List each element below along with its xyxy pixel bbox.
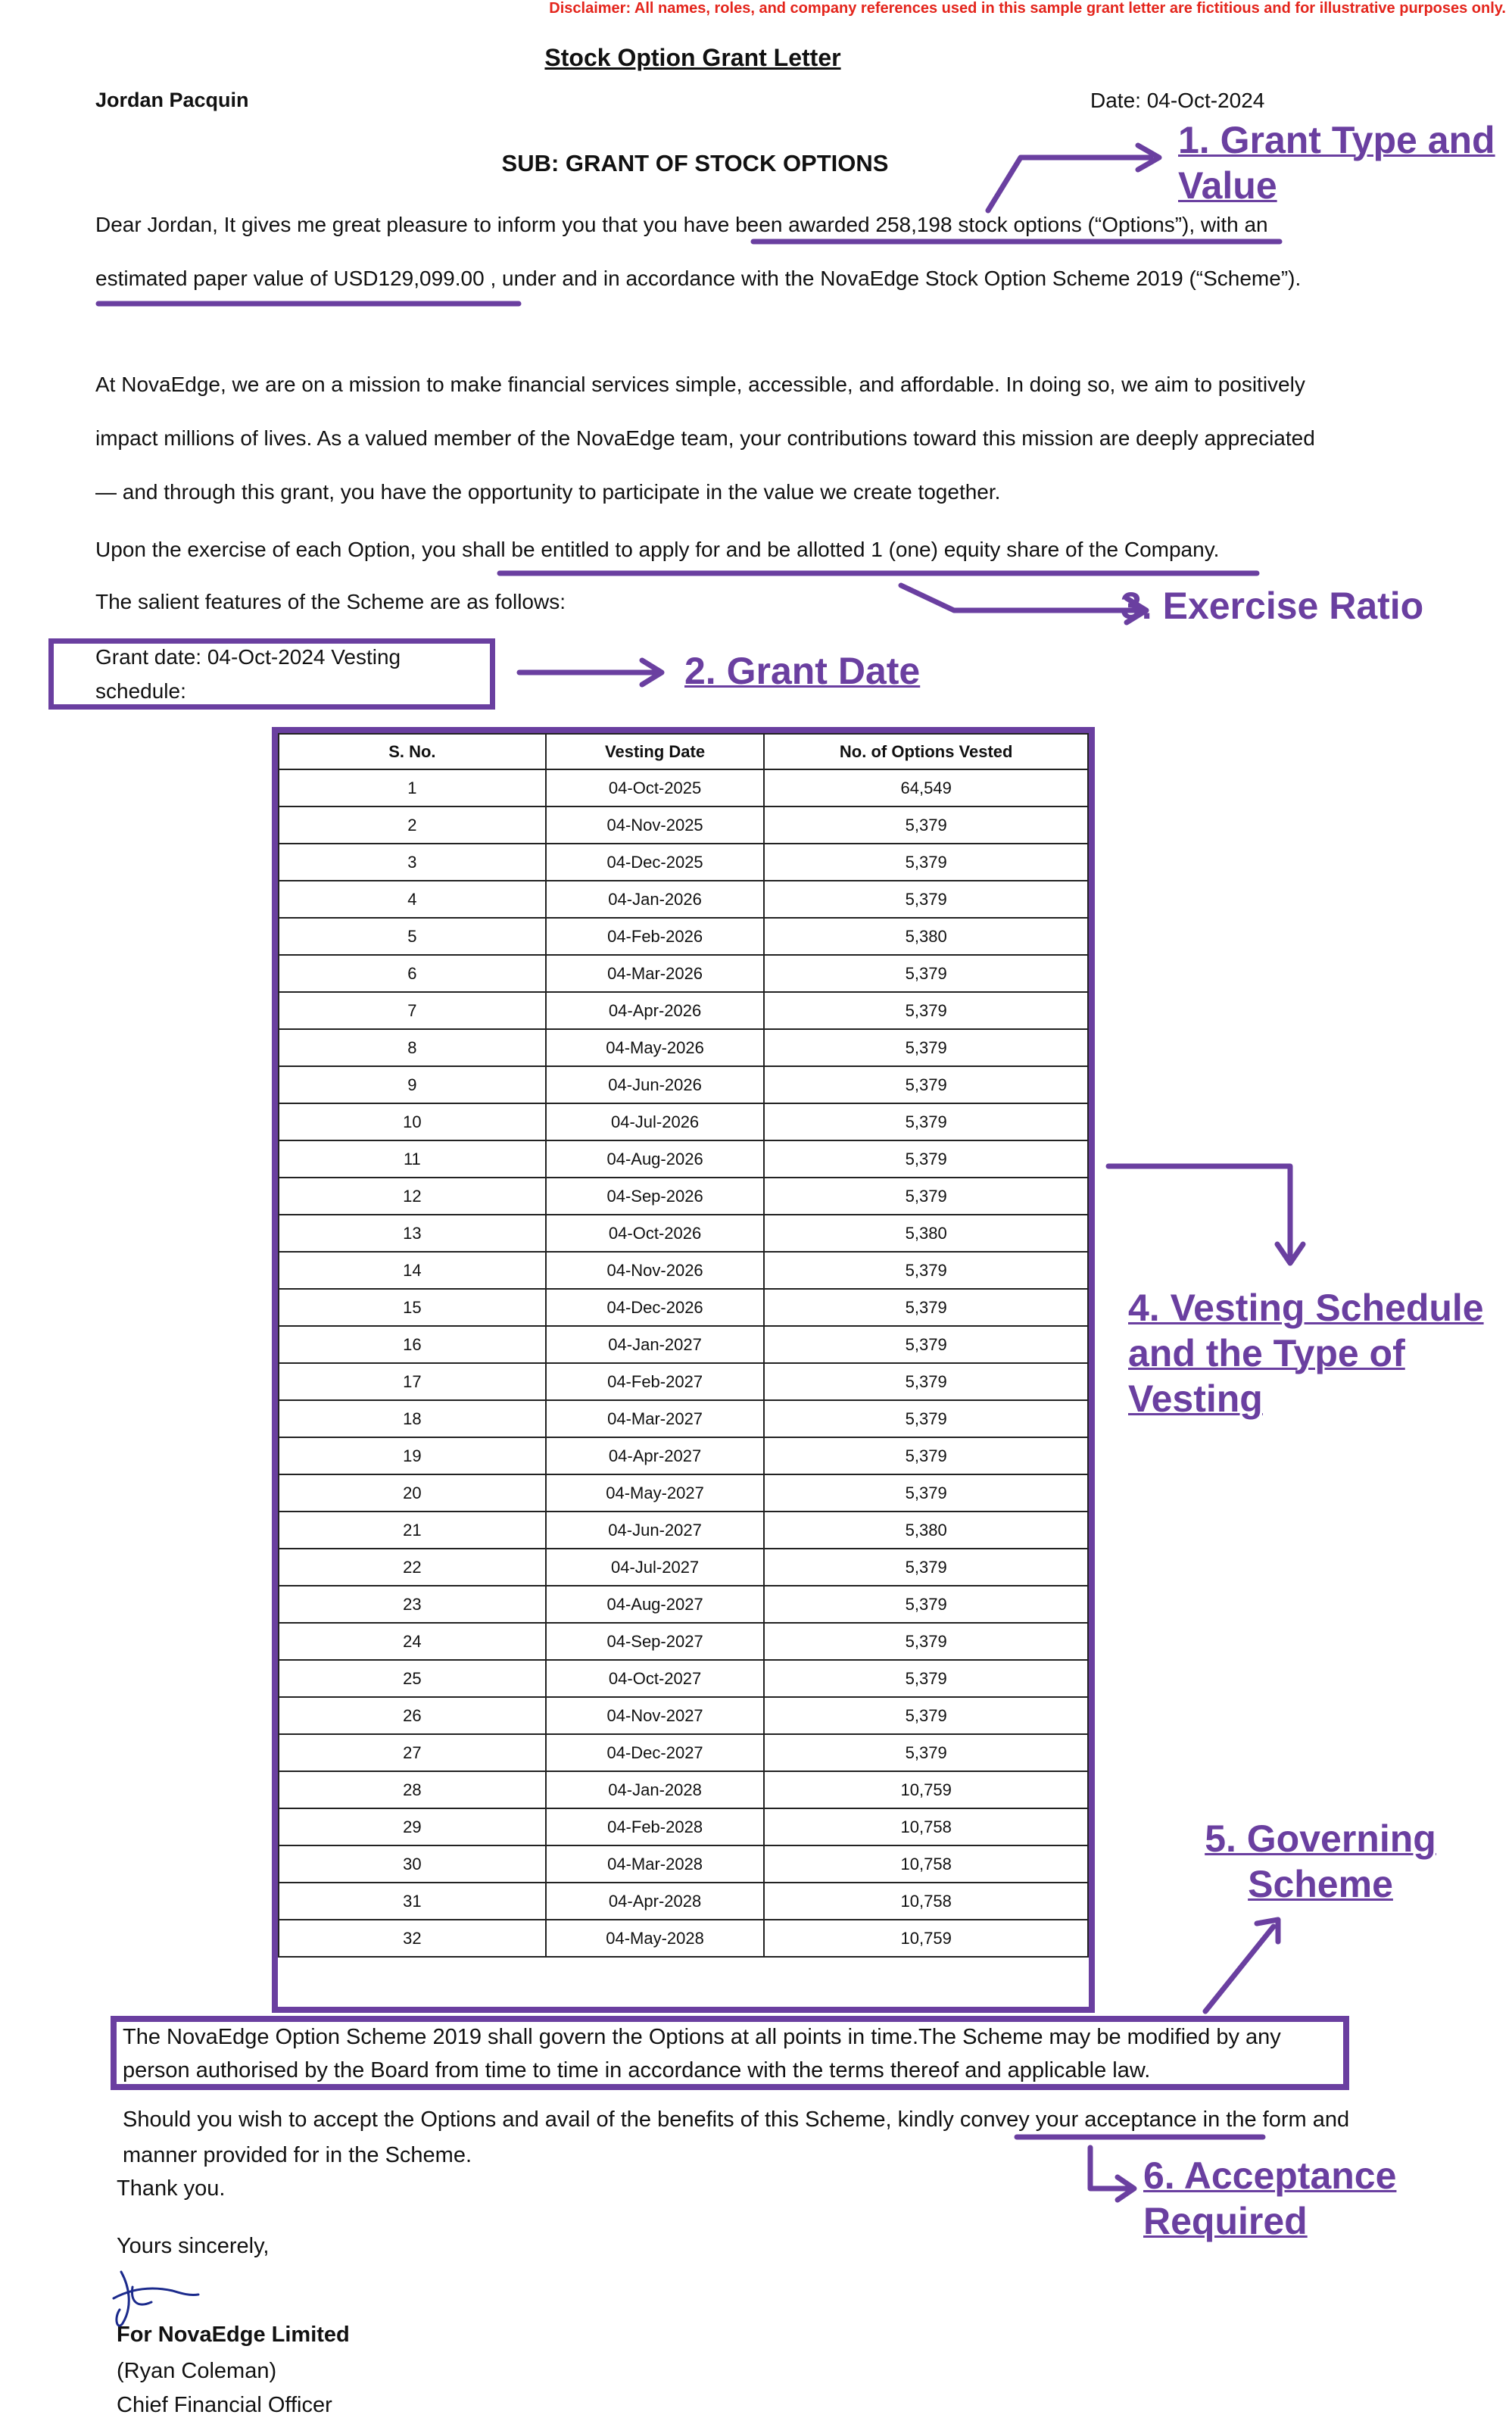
signature-scribble (114, 2272, 198, 2326)
signer-name: (Ryan Coleman) (117, 2359, 277, 2383)
cell-options-vested: 5,379 (764, 1178, 1088, 1215)
letter-subject: SUB: GRANT OF STOCK OPTIONS (501, 150, 889, 176)
cell-vesting-date: 04-May-2027 (546, 1474, 765, 1512)
cell-options-vested: 5,379 (764, 1660, 1088, 1697)
company-name: For NovaEdge Limited (117, 2323, 350, 2347)
cell-serial: 20 (279, 1474, 546, 1512)
cell-vesting-date: 04-Jan-2027 (546, 1326, 765, 1363)
cell-serial: 7 (279, 992, 546, 1029)
cell-options-vested: 5,379 (764, 1363, 1088, 1400)
cell-serial: 14 (279, 1252, 546, 1289)
annotation-grant-type: 1. Grant Type and Value (1178, 119, 1495, 207)
cell-options-vested: 5,379 (764, 1066, 1088, 1103)
cell-vesting-date: 04-Sep-2026 (546, 1178, 765, 1215)
cell-vesting-date: 04-Jun-2027 (546, 1512, 765, 1549)
letter-title: Stock Option Grant Letter (544, 44, 841, 71)
header-options-vested: No. of Options Vested (764, 734, 1088, 769)
cell-serial: 15 (279, 1289, 546, 1326)
annotation-vesting-schedule: 4. Vesting Schedule and the Type of Vesting (1128, 1287, 1484, 1420)
letter-date: Date: 04-Oct-2024 (1090, 89, 1265, 112)
cell-serial: 27 (279, 1734, 546, 1771)
exercise-paragraph: Upon the exercise of each Option, you shall be entitled to apply for and be allotted 1 (one) equity share of the Company. (95, 538, 1220, 561)
cell-serial: 11 (279, 1140, 546, 1178)
cell-serial: 25 (279, 1660, 546, 1697)
cell-options-vested: 5,379 (764, 844, 1088, 881)
cell-options-vested: 5,379 (764, 1474, 1088, 1512)
cell-serial: 9 (279, 1066, 546, 1103)
cell-vesting-date: 04-Dec-2026 (546, 1289, 765, 1326)
cell-serial: 28 (279, 1771, 546, 1808)
cell-vesting-date: 04-Jul-2027 (546, 1549, 765, 1586)
cell-options-vested: 5,379 (764, 1289, 1088, 1326)
arrow-exercise-ratio (901, 585, 1139, 610)
cell-vesting-date: 04-Oct-2026 (546, 1215, 765, 1252)
grant-date-text: Grant date: 04-Oct-2024 Vesting schedule: (95, 645, 401, 703)
cell-vesting-date: 04-Nov-2027 (546, 1697, 765, 1734)
cell-options-vested: 5,379 (764, 1029, 1088, 1066)
header-serial: S. No. (279, 734, 546, 769)
cell-serial: 23 (279, 1586, 546, 1623)
arrow-vesting (1108, 1166, 1290, 1256)
cell-serial: 32 (279, 1920, 546, 1957)
cell-vesting-date: 04-Aug-2027 (546, 1586, 765, 1623)
cell-vesting-date: 04-Oct-2025 (546, 769, 765, 806)
cell-options-vested: 10,759 (764, 1920, 1088, 1957)
cell-options-vested: 5,379 (764, 1140, 1088, 1178)
recipient-name: Jordan Pacquin (95, 89, 249, 111)
cell-options-vested: 5,379 (764, 806, 1088, 844)
annotation-acceptance: 6. Acceptance Required (1143, 2154, 1397, 2242)
cell-options-vested: 10,758 (764, 1845, 1088, 1883)
cell-vesting-date: 04-Jul-2026 (546, 1103, 765, 1140)
cell-options-vested: 5,379 (764, 1623, 1088, 1660)
cell-serial: 16 (279, 1326, 546, 1363)
cell-vesting-date: 04-Apr-2027 (546, 1437, 765, 1474)
mission-paragraph: At NovaEdge, we are on a mission to make financial services simple, accessible, and affordable. In doing so, we aim to positively impact millions of lives. As a valued member of the NovaEdge team, your contributions toward this mission are deeply appreciated — and through this grant, you have the opportunity to participate in the value we create together. (95, 373, 1315, 504)
acceptance-text: Should you wish to accept the Options and avail of the benefits of this Scheme, kindly convey your acceptance in the form and manner provided for in the Scheme. (123, 2107, 1350, 2167)
cell-serial: 30 (279, 1845, 546, 1883)
cell-vesting-date: 04-Feb-2027 (546, 1363, 765, 1400)
cell-vesting-date: 04-Aug-2026 (546, 1140, 765, 1178)
cell-vesting-date: 04-Apr-2028 (546, 1883, 765, 1920)
cell-serial: 31 (279, 1883, 546, 1920)
cell-serial: 26 (279, 1697, 546, 1734)
thanks-text: Thank you. (117, 2176, 226, 2201)
cell-serial: 12 (279, 1178, 546, 1215)
cell-options-vested: 5,379 (764, 881, 1088, 918)
cell-vesting-date: 04-Dec-2025 (546, 844, 765, 881)
cell-options-vested: 5,379 (764, 955, 1088, 992)
cell-vesting-date: 04-Nov-2025 (546, 806, 765, 844)
cell-serial: 3 (279, 844, 546, 881)
annotation-governing-scheme: 5. Governing Scheme (1205, 1817, 1436, 1905)
cell-options-vested: 10,759 (764, 1771, 1088, 1808)
cell-serial: 10 (279, 1103, 546, 1140)
features-intro: The salient features of the Scheme are as follows: (95, 590, 566, 613)
cell-options-vested: 5,379 (764, 1734, 1088, 1771)
grant-paragraph: Dear Jordan, It gives me great pleasure to inform you that you have been awarded 258,198 stock options (“Options”), with an estimated paper value of USD129,099.00 , under and in accordance with the NovaEdge Stock Option Scheme 2019 (“Scheme”). (95, 213, 1302, 290)
annotation-grant-date: 2. Grant Date (684, 650, 921, 692)
cell-vesting-date: 04-Mar-2028 (546, 1845, 765, 1883)
header-vesting-date: Vesting Date (546, 734, 765, 769)
cell-options-vested: 5,379 (764, 992, 1088, 1029)
cell-serial: 4 (279, 881, 546, 918)
cell-vesting-date: 04-Jan-2026 (546, 881, 765, 918)
cell-vesting-date: 04-Apr-2026 (546, 992, 765, 1029)
cell-vesting-date: 04-Sep-2027 (546, 1623, 765, 1660)
cell-vesting-date: 04-May-2026 (546, 1029, 765, 1066)
cell-serial: 5 (279, 918, 546, 955)
signer-role: Chief Financial Officer (117, 2393, 332, 2417)
cell-vesting-date: 04-Jan-2028 (546, 1771, 765, 1808)
cell-options-vested: 5,379 (764, 1252, 1088, 1289)
disclaimer: Disclaimer: All names, roles, and company references used in this sample grant letter are fictitious and for illustrative purposes only. (549, 0, 1506, 17)
cell-options-vested: 5,379 (764, 1400, 1088, 1437)
cell-serial: 6 (279, 955, 546, 992)
cell-vesting-date: 04-Feb-2026 (546, 918, 765, 955)
cell-options-vested: 5,379 (764, 1549, 1088, 1586)
cell-options-vested: 5,379 (764, 1586, 1088, 1623)
cell-serial: 2 (279, 806, 546, 844)
cell-vesting-date: 04-May-2028 (546, 1920, 765, 1957)
cell-serial: 18 (279, 1400, 546, 1437)
arrow-governing (1205, 1927, 1274, 2011)
closing-text: Yours sincerely, (117, 2234, 270, 2258)
cell-vesting-date: 04-Oct-2027 (546, 1660, 765, 1697)
cell-options-vested: 10,758 (764, 1808, 1088, 1845)
cell-vesting-date: 04-Jun-2026 (546, 1066, 765, 1103)
cell-vesting-date: 04-Feb-2028 (546, 1808, 765, 1845)
cell-options-vested: 5,379 (764, 1437, 1088, 1474)
arrow-grant-type (988, 158, 1151, 211)
cell-options-vested: 5,379 (764, 1697, 1088, 1734)
cell-vesting-date: 04-Mar-2026 (546, 955, 765, 992)
cell-serial: 22 (279, 1549, 546, 1586)
cell-options-vested: 5,380 (764, 1215, 1088, 1252)
cell-options-vested: 10,758 (764, 1883, 1088, 1920)
cell-serial: 13 (279, 1215, 546, 1252)
cell-options-vested: 5,380 (764, 1512, 1088, 1549)
cell-options-vested: 5,379 (764, 1326, 1088, 1363)
cell-vesting-date: 04-Dec-2027 (546, 1734, 765, 1771)
cell-serial: 21 (279, 1512, 546, 1549)
cell-vesting-date: 04-Mar-2027 (546, 1400, 765, 1437)
cell-serial: 8 (279, 1029, 546, 1066)
cell-serial: 24 (279, 1623, 546, 1660)
annotation-exercise-ratio: 3. Exercise Ratio (1121, 585, 1424, 627)
cell-options-vested: 5,380 (764, 918, 1088, 955)
cell-options-vested: 64,549 (764, 769, 1088, 806)
cell-serial: 1 (279, 769, 546, 806)
cell-serial: 29 (279, 1808, 546, 1845)
cell-serial: 19 (279, 1437, 546, 1474)
cell-vesting-date: 04-Nov-2026 (546, 1252, 765, 1289)
governing-text: The NovaEdge Option Scheme 2019 shall govern the Options at all points in time.The Scheme may be modified by any person authorised by the Board from time to time in accordance with the terms thereof and applicable law. (123, 2025, 1281, 2082)
cell-serial: 17 (279, 1363, 546, 1400)
cell-options-vested: 5,379 (764, 1103, 1088, 1140)
